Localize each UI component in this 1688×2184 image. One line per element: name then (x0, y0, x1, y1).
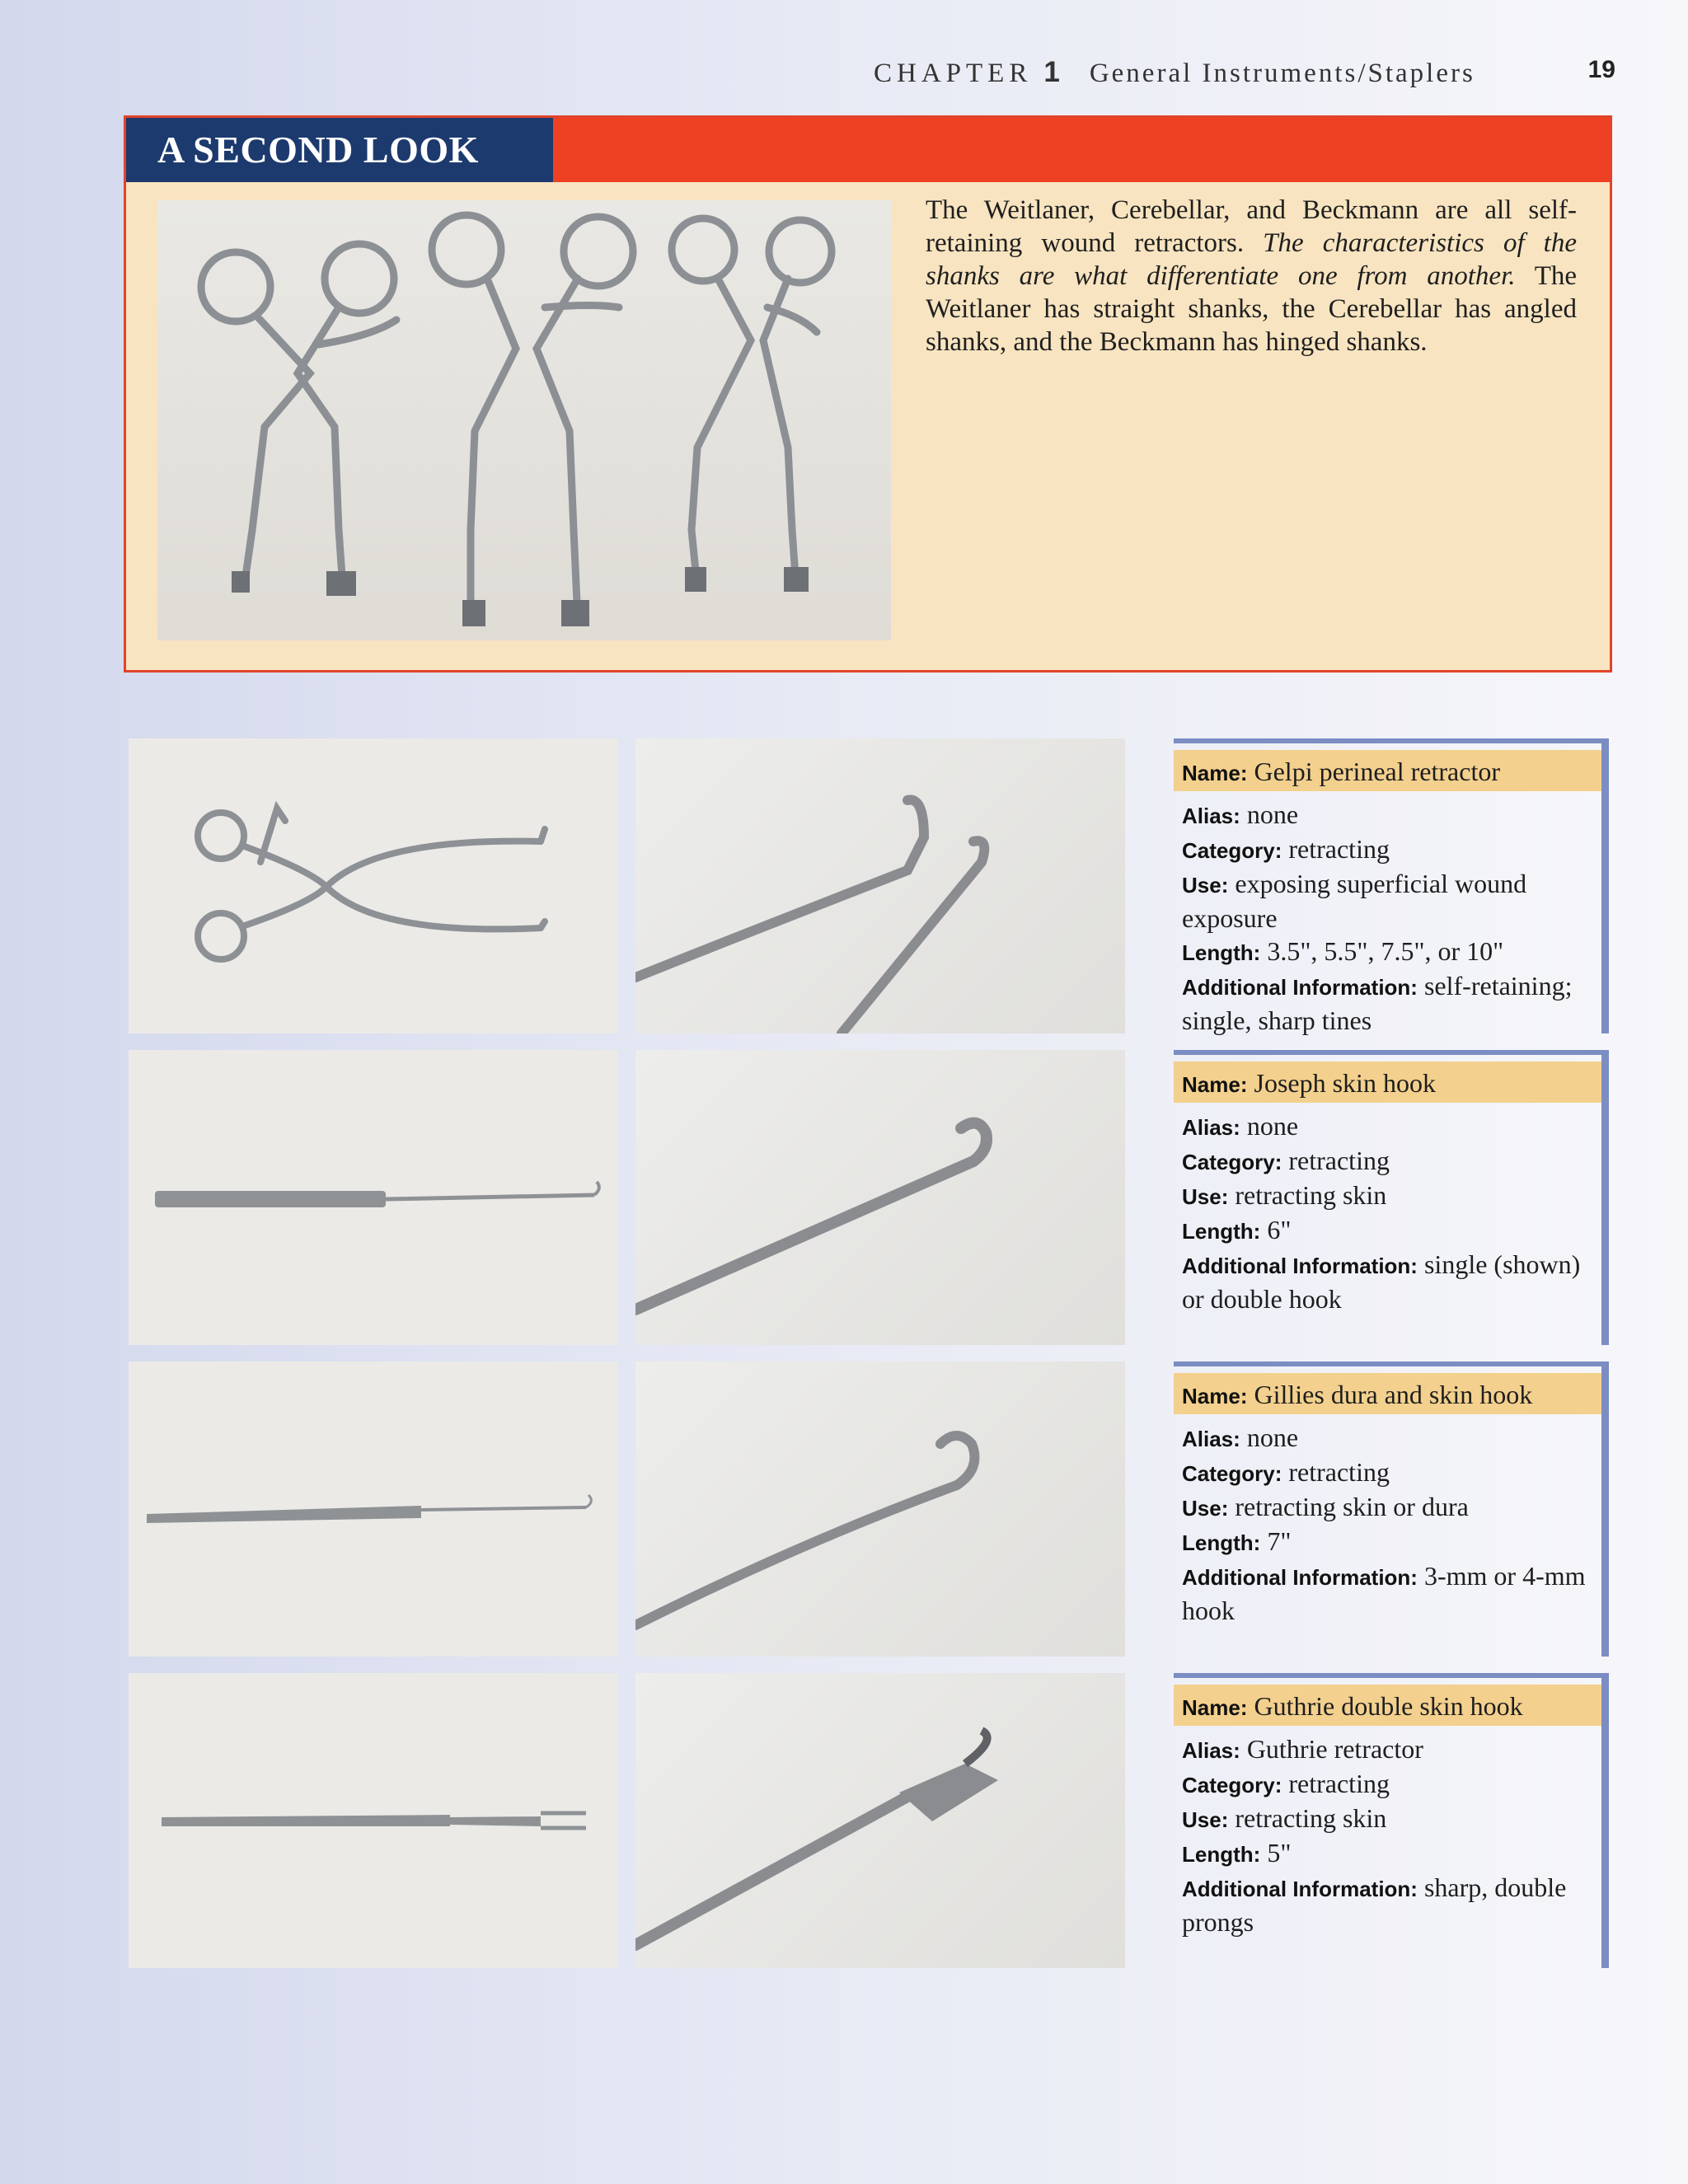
gelpi-retractor-detail-photo (635, 738, 1125, 1033)
alias-line (1182, 1732, 1598, 1767)
joseph-skin-hook-detail-photo (635, 1050, 1125, 1345)
running-head (874, 56, 1615, 96)
additional-label: Additional Information: (1182, 1254, 1418, 1278)
gelpi-retractor-photo (129, 738, 618, 1033)
second-look-box (124, 115, 1612, 673)
length-label: Length: (1182, 1842, 1261, 1867)
length-value: 6" (1267, 1215, 1292, 1244)
length-label: Length: (1182, 1219, 1261, 1244)
use-value: retracting skin (1235, 1180, 1387, 1210)
category-label: Category: (1182, 838, 1282, 863)
additional-line (1182, 1248, 1598, 1315)
page-number: 19 (1587, 56, 1615, 83)
instrument-name (1174, 1062, 1601, 1103)
alias-value: Guthrie retractor (1246, 1734, 1423, 1764)
category-label: Category: (1182, 1461, 1282, 1486)
name-label: Name: (1182, 1384, 1248, 1408)
chapter-label: CHAPTER (874, 59, 1033, 88)
joseph-skin-hook-photo (129, 1050, 618, 1345)
instrument-row-gillies (129, 1361, 1612, 1657)
retractors-comparison-photo (157, 200, 891, 640)
use-label: Use: (1182, 873, 1229, 898)
use-value: retracting skin (1235, 1803, 1387, 1833)
instrument-info-guthrie (1174, 1673, 1609, 1968)
category-value: retracting (1288, 1769, 1390, 1798)
length-line (1182, 1836, 1598, 1871)
length-value: 3.5", 5.5", 7.5", or 10" (1267, 936, 1504, 966)
alias-label: Alias: (1182, 804, 1240, 828)
length-label: Length: (1182, 1530, 1261, 1555)
additional-label: Additional Information: (1182, 1877, 1418, 1901)
category-label: Category: (1182, 1773, 1282, 1797)
chapter-title: General Instruments/Staplers (1089, 59, 1475, 88)
instrument-info-gillies (1174, 1361, 1609, 1657)
instrument-details (1182, 1421, 1598, 1627)
category-line (1182, 1767, 1598, 1802)
additional-value: sharp, double prongs (1182, 1872, 1567, 1937)
gillies-hook-photo (129, 1361, 618, 1657)
category-value: retracting (1288, 1457, 1390, 1487)
length-value: 7" (1267, 1526, 1292, 1556)
instrument-details (1182, 1732, 1598, 1938)
name-label: Name: (1182, 761, 1248, 785)
use-line (1182, 1802, 1598, 1836)
alias-line (1182, 1109, 1598, 1144)
length-line (1182, 1525, 1598, 1559)
use-label: Use: (1182, 1496, 1229, 1521)
instrument-info-joseph (1174, 1050, 1609, 1345)
use-line (1182, 867, 1598, 935)
instrument-name-value: Joseph skin hook (1254, 1068, 1436, 1098)
length-label: Length: (1182, 940, 1261, 965)
instrument-row-guthrie (129, 1673, 1612, 1968)
alias-line (1182, 798, 1598, 832)
second-look-text (926, 194, 1577, 359)
use-value: exposing superficial wound exposure (1182, 869, 1527, 933)
alias-line (1182, 1421, 1598, 1455)
second-look-text-part2: The Weitlaner has straight shanks, the Cerebellar has angled shanks, and the Beckmann has hinged shanks. (926, 261, 1577, 357)
alias-value: none (1246, 799, 1299, 829)
additional-value: 3-mm or 4-mm hook (1182, 1561, 1586, 1625)
additional-line (1182, 1559, 1598, 1627)
alias-value: none (1246, 1422, 1299, 1452)
instrument-details (1182, 798, 1598, 1037)
guthrie-hook-detail-photo (635, 1673, 1125, 1968)
additional-label: Additional Information: (1182, 975, 1418, 1000)
additional-value: self-retaining; single, sharp tines (1182, 971, 1573, 1035)
second-look-title: A SECOND LOOK (126, 118, 553, 182)
category-line (1182, 1144, 1598, 1179)
use-label: Use: (1182, 1184, 1229, 1209)
additional-line (1182, 1871, 1598, 1938)
use-line (1182, 1179, 1598, 1213)
name-label: Name: (1182, 1072, 1248, 1097)
category-value: retracting (1288, 1146, 1390, 1175)
instrument-info-gelpi (1174, 738, 1609, 1033)
use-label: Use: (1182, 1807, 1229, 1832)
instrument-name-value: Guthrie double skin hook (1254, 1691, 1523, 1721)
additional-line (1182, 969, 1598, 1037)
alias-label: Alias: (1182, 1427, 1240, 1451)
instrument-name (1174, 1685, 1601, 1726)
chapter-number: 1 (1043, 56, 1060, 88)
category-line (1182, 832, 1598, 867)
alias-value: none (1246, 1111, 1299, 1141)
guthrie-hook-photo (129, 1673, 618, 1968)
name-label: Name: (1182, 1695, 1248, 1720)
instrument-name-value: Gillies dura and skin hook (1254, 1380, 1533, 1409)
instrument-row-gelpi (129, 738, 1612, 1033)
second-look-text-part1: The Weitlaner, Cerebellar, and Beckmann are all self-retaining wound retractors. (926, 195, 1577, 258)
additional-label: Additional Information: (1182, 1565, 1418, 1590)
use-value: retracting skin or dura (1235, 1492, 1469, 1521)
length-line (1182, 935, 1598, 969)
instrument-name-value: Gelpi perineal retractor (1254, 757, 1500, 786)
category-value: retracting (1288, 834, 1390, 864)
instrument-row-joseph (129, 1050, 1612, 1345)
alias-label: Alias: (1182, 1115, 1240, 1140)
length-line (1182, 1213, 1598, 1248)
use-line (1182, 1490, 1598, 1525)
instrument-name (1174, 750, 1601, 791)
instrument-details (1182, 1109, 1598, 1315)
additional-value: single (shown) or double hook (1182, 1249, 1581, 1314)
second-look-text-italic: The characteristics of the shanks are what differentiate one from another. (926, 228, 1577, 291)
gillies-hook-detail-photo (635, 1361, 1125, 1657)
category-label: Category: (1182, 1150, 1282, 1174)
instrument-name (1174, 1373, 1601, 1414)
length-value: 5" (1267, 1838, 1292, 1868)
alias-label: Alias: (1182, 1738, 1240, 1763)
category-line (1182, 1455, 1598, 1490)
